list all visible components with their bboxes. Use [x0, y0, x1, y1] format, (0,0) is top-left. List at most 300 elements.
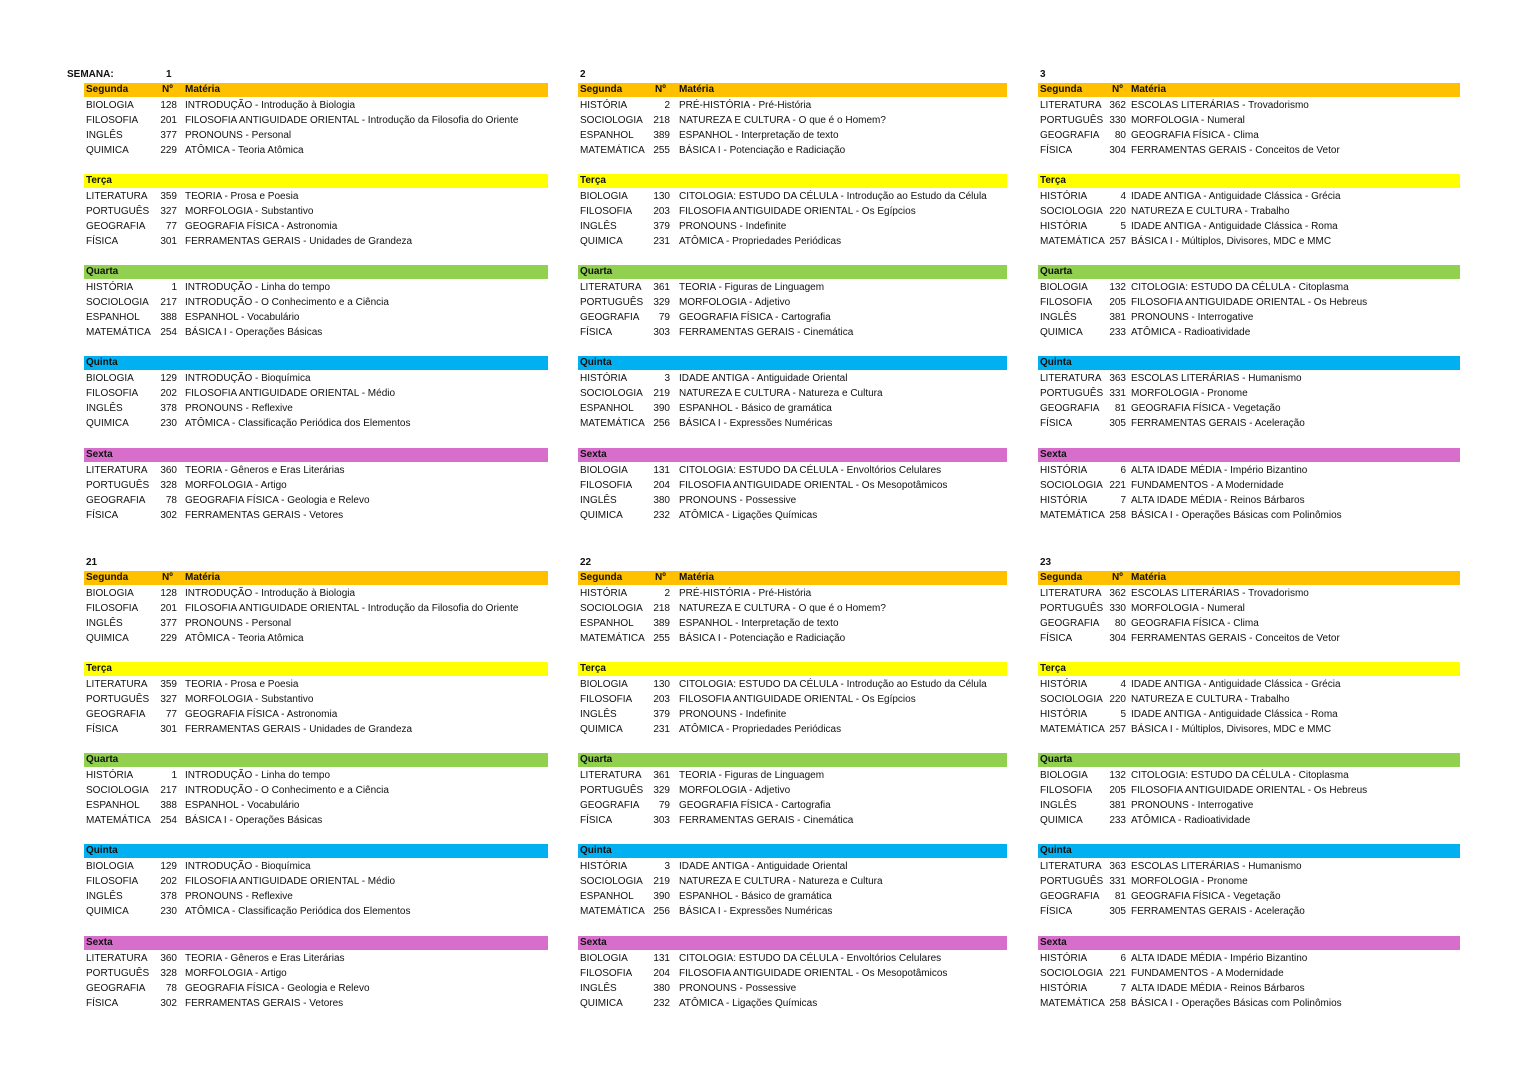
materia-cell: ALTA IDADE MÉDIA - Império Bizantino [1131, 952, 1308, 964]
lesson-number-cell: 231 [653, 724, 670, 736]
materia-cell: MORFOLOGIA - Adjetivo [679, 296, 791, 308]
column-header-materia: Matéria [185, 84, 221, 95]
day-header-sexta [1038, 448, 1460, 462]
day-header-quarta [84, 265, 548, 279]
lesson-row [1038, 295, 1460, 310]
day-header-terca [578, 174, 1007, 188]
day-name: Quarta [86, 266, 119, 277]
subject-cell: QUIMICA [1040, 815, 1083, 827]
materia-cell: MORFOLOGIA - Artigo [185, 967, 287, 979]
lesson-row [84, 859, 548, 874]
column-header-materia: Matéria [679, 84, 715, 95]
day-header-terca [1038, 662, 1460, 676]
lesson-number-cell: 219 [653, 387, 670, 399]
week-number: 2 [580, 69, 586, 80]
lesson-row [84, 692, 548, 707]
day-header-quarta [84, 753, 548, 767]
day-name: Quarta [1040, 754, 1073, 765]
lesson-row [578, 981, 1007, 996]
lesson-row [578, 401, 1007, 416]
subject-cell: FILOSOFIA [580, 205, 633, 217]
materia-cell: ESPANHOL - Vocabulário [185, 800, 300, 812]
lesson-number-cell: 78 [165, 983, 177, 995]
lesson-number-cell: 2 [664, 99, 670, 111]
lesson-number-cell: 204 [653, 967, 670, 979]
day-header-segunda [578, 83, 1007, 97]
materia-cell: INTRODUÇÃO - Bioquímica [185, 860, 311, 872]
column-header-materia: Matéria [185, 572, 221, 583]
lesson-row [1038, 692, 1460, 707]
day-name: Quinta [86, 357, 118, 368]
materia-cell: MORFOLOGIA - Pronome [1131, 387, 1248, 399]
materia-cell: BÁSICA I - Expressões Numéricas [679, 906, 833, 918]
lesson-row [1038, 783, 1460, 798]
subject-cell: PORTUGUÊS [1040, 114, 1104, 126]
subject-cell: FILOSOFIA [86, 387, 139, 399]
materia-cell: PRONOUNS - Reflexive [185, 891, 293, 903]
materia-cell: GEOGRAFIA FÍSICA - Vegetação [1131, 403, 1281, 415]
materia-cell: INTRODUÇÃO - O Conhecimento e a Ciência [185, 296, 389, 308]
lesson-row [84, 813, 548, 828]
subject-cell: INGLÊS [1040, 800, 1077, 812]
materia-cell: IDADE ANTIGA - Antiguidade Clássica - Roma [1131, 221, 1338, 233]
lesson-row [84, 508, 548, 523]
materia-cell: BÁSICA I - Operações Básicas [185, 815, 323, 827]
lesson-number-cell: 360 [160, 952, 177, 964]
week-number: 3 [1040, 69, 1046, 80]
day-name: Quinta [1040, 357, 1072, 368]
lesson-row [1038, 707, 1460, 722]
subject-cell: QUIMICA [580, 998, 623, 1010]
materia-cell: PRONOUNS - Indefinite [679, 709, 787, 721]
subject-cell: SOCIOLOGIA [580, 387, 643, 399]
lesson-row [578, 234, 1007, 249]
materia-cell: PRONOUNS - Possessive [679, 495, 797, 507]
day-name: Quinta [86, 845, 118, 856]
day-name: Sexta [580, 449, 607, 460]
subject-cell: MATEMÁTICA [86, 327, 151, 339]
materia-cell: ATÔMICA - Teoria Atômica [185, 145, 304, 157]
column-header-num: Nº [655, 572, 666, 583]
lesson-number-cell: 257 [1109, 724, 1126, 736]
subject-cell: ESPANHOL [580, 891, 634, 903]
subject-cell: BIOLOGIA [580, 190, 628, 202]
lesson-row [578, 143, 1007, 158]
subject-cell: PORTUGUÊS [86, 479, 150, 491]
subject-cell: SOCIOLOGIA [1040, 205, 1103, 217]
week-number: 23 [1040, 557, 1052, 568]
subject-cell: FÍSICA [86, 236, 119, 248]
lesson-number-cell: 81 [1114, 403, 1126, 415]
subject-cell: HISTÓRIA [580, 99, 628, 111]
materia-cell: FILOSOFIA ANTIGUIDADE ORIENTAL - Os Hebreus [1131, 784, 1368, 796]
subject-cell: HISTÓRIA [1040, 464, 1088, 476]
lesson-number-cell: 362 [1109, 99, 1126, 111]
lesson-row [1038, 677, 1460, 692]
subject-cell: QUIMICA [580, 510, 623, 522]
lesson-number-cell: 329 [653, 296, 670, 308]
subject-cell: HISTÓRIA [1040, 495, 1088, 507]
subject-cell: FÍSICA [1040, 906, 1073, 918]
lesson-row [84, 280, 548, 295]
lesson-row [578, 386, 1007, 401]
day-header-sexta [578, 448, 1007, 462]
lesson-row [84, 143, 548, 158]
lesson-row [84, 295, 548, 310]
subject-cell: SOCIOLOGIA [580, 875, 643, 887]
day-name: Sexta [86, 449, 113, 460]
day-name: Quarta [580, 266, 613, 277]
lesson-row [1038, 889, 1460, 904]
subject-cell: LITERATURA [580, 281, 642, 293]
materia-cell: GEOGRAFIA FÍSICA - Vegetação [1131, 891, 1281, 903]
lesson-row [1038, 128, 1460, 143]
materia-cell: GEOGRAFIA FÍSICA - Clima [1131, 130, 1259, 142]
materia-cell: ESPANHOL - Básico de gramática [679, 403, 832, 415]
subject-cell: BIOLOGIA [86, 372, 134, 384]
subject-cell: FILOSOFIA [86, 114, 139, 126]
lesson-row [578, 310, 1007, 325]
materia-cell: ATÔMICA - Classificação Periódica dos Elementos [185, 906, 411, 918]
subject-cell: INGLÊS [86, 403, 123, 415]
materia-cell: PRONOUNS - Interrogative [1131, 312, 1254, 324]
subject-cell: HISTÓRIA [1040, 952, 1088, 964]
lesson-number-cell: 258 [1109, 998, 1126, 1010]
lesson-row [84, 371, 548, 386]
lesson-number-cell: 3 [664, 860, 670, 872]
subject-cell: FILOSOFIA [86, 875, 139, 887]
day-header-segunda [1038, 571, 1460, 585]
lesson-number-cell: 305 [1109, 418, 1126, 430]
subject-cell: SOCIOLOGIA [86, 296, 149, 308]
subject-cell: MATEMÁTICA [580, 906, 645, 918]
materia-cell: IDADE ANTIGA - Antiguidade Oriental [679, 860, 848, 872]
subject-cell: LITERATURA [86, 464, 148, 476]
lesson-number-cell: 381 [1109, 312, 1126, 324]
materia-cell: FILOSOFIA ANTIGUIDADE ORIENTAL - Introdução da Filosofia do Oriente [185, 114, 519, 126]
materia-cell: ATÔMICA - Teoria Atômica [185, 633, 304, 645]
materia-cell: ATÔMICA - Radioatividade [1131, 327, 1251, 339]
subject-cell: GEOGRAFIA [1040, 618, 1100, 630]
materia-cell: INTRODUÇÃO - Bioquímica [185, 372, 311, 384]
subject-cell: FÍSICA [1040, 418, 1073, 430]
day-name: Sexta [1040, 449, 1067, 460]
subject-cell: ESPANHOL [580, 403, 634, 415]
column-header-num: Nº [162, 572, 173, 583]
lesson-row [578, 204, 1007, 219]
lesson-row [578, 707, 1007, 722]
materia-cell: MORFOLOGIA - Artigo [185, 479, 287, 491]
lesson-row [84, 601, 548, 616]
subject-cell: HISTÓRIA [580, 372, 628, 384]
lesson-number-cell: 362 [1109, 587, 1126, 599]
lesson-number-cell: 128 [160, 587, 177, 599]
subject-cell: BIOLOGIA [580, 952, 628, 964]
lesson-number-cell: 303 [653, 815, 670, 827]
materia-cell: ATÔMICA - Classificação Periódica dos Elementos [185, 418, 411, 430]
lesson-number-cell: 327 [160, 205, 177, 217]
materia-cell: BÁSICA I - Operações Básicas [185, 327, 323, 339]
lesson-number-cell: 302 [160, 510, 177, 522]
lesson-number-cell: 202 [160, 387, 177, 399]
lesson-row [578, 493, 1007, 508]
day-name: Segunda [1040, 84, 1083, 95]
day-header-terca [84, 662, 548, 676]
materia-cell: GEOGRAFIA FÍSICA - Geologia e Relevo [185, 983, 370, 995]
lesson-row [578, 586, 1007, 601]
lesson-number-cell: 328 [160, 479, 177, 491]
lesson-row [578, 889, 1007, 904]
lesson-number-cell: 80 [1114, 130, 1126, 142]
subject-cell: BIOLOGIA [86, 860, 134, 872]
lesson-number-cell: 4 [1120, 678, 1126, 690]
lesson-row [84, 768, 548, 783]
lesson-number-cell: 379 [653, 221, 670, 233]
subject-cell: INGLÊS [580, 709, 617, 721]
lesson-row [84, 234, 548, 249]
lesson-row [1038, 143, 1460, 158]
lesson-row [1038, 310, 1460, 325]
lesson-row [84, 478, 548, 493]
lesson-number-cell: 377 [160, 618, 177, 630]
day-name: Sexta [580, 937, 607, 948]
subject-cell: ESPANHOL [86, 800, 140, 812]
lesson-row [1038, 586, 1460, 601]
lesson-row [84, 707, 548, 722]
lesson-number-cell: 379 [653, 709, 670, 721]
lesson-row [84, 325, 548, 340]
lesson-row [1038, 386, 1460, 401]
materia-cell: FERRAMENTAS GERAIS - Vetores [185, 510, 344, 522]
materia-cell: ATÔMICA - Propriedades Periódicas [679, 724, 842, 736]
subject-cell: LITERATURA [1040, 99, 1102, 111]
materia-cell: TEORIA - Figuras de Linguagem [679, 281, 825, 293]
materia-cell: IDADE ANTIGA - Antiguidade Clássica - Grécia [1131, 190, 1341, 202]
subject-cell: QUIMICA [580, 236, 623, 248]
day-header-quarta [578, 753, 1007, 767]
lesson-number-cell: 81 [1114, 891, 1126, 903]
lesson-row [84, 631, 548, 646]
materia-cell: GEOGRAFIA FÍSICA - Geologia e Relevo [185, 495, 370, 507]
materia-cell: BÁSICA I - Operações Básicas com Polinômios [1131, 998, 1342, 1010]
materia-cell: FUNDAMENTOS - A Modernidade [1131, 967, 1284, 979]
materia-cell: BÁSICA I - Múltiplos, Divisores, MDC e MMC [1131, 724, 1332, 736]
materia-cell: BÁSICA I - Múltiplos, Divisores, MDC e MMC [1131, 236, 1332, 248]
lesson-number-cell: 388 [160, 312, 177, 324]
subject-cell: MATEMÁTICA [1040, 510, 1105, 522]
subject-cell: GEOGRAFIA [580, 312, 640, 324]
subject-cell: INGLÊS [1040, 312, 1077, 324]
materia-cell: MORFOLOGIA - Substantivo [185, 693, 314, 705]
subject-cell: SOCIOLOGIA [580, 602, 643, 614]
lesson-row [578, 859, 1007, 874]
lesson-number-cell: 230 [160, 906, 177, 918]
lesson-number-cell: 130 [653, 678, 670, 690]
lesson-row [578, 631, 1007, 646]
materia-cell: ALTA IDADE MÉDIA - Império Bizantino [1131, 464, 1308, 476]
lesson-number-cell: 202 [160, 875, 177, 887]
materia-cell: IDADE ANTIGA - Antiguidade Clássica - Grécia [1131, 678, 1341, 690]
subject-cell: MATEMÁTICA [86, 815, 151, 827]
subject-cell: INGLÊS [86, 130, 123, 142]
lesson-row [84, 798, 548, 813]
subject-cell: BIOLOGIA [86, 587, 134, 599]
lesson-row [84, 113, 548, 128]
lesson-number-cell: 232 [653, 998, 670, 1010]
subject-cell: SOCIOLOGIA [1040, 967, 1103, 979]
lesson-row [578, 219, 1007, 234]
materia-cell: MORFOLOGIA - Numeral [1131, 114, 1245, 126]
lesson-row [1038, 966, 1460, 981]
materia-cell: NATUREZA E CULTURA - O que é o Homem? [679, 602, 886, 614]
lesson-number-cell: 1 [171, 281, 177, 293]
lesson-row [84, 98, 548, 113]
materia-cell: FERRAMENTAS GERAIS - Cinemática [679, 815, 854, 827]
materia-cell: PRONOUNS - Possessive [679, 983, 797, 995]
column-header-materia: Matéria [1131, 84, 1167, 95]
subject-cell: FÍSICA [1040, 633, 1073, 645]
lesson-number-cell: 231 [653, 236, 670, 248]
subject-cell: FILOSOFIA [580, 967, 633, 979]
materia-cell: FILOSOFIA ANTIGUIDADE ORIENTAL - Os Hebreus [1131, 296, 1368, 308]
lesson-number-cell: 3 [664, 372, 670, 384]
lesson-number-cell: 205 [1109, 784, 1126, 796]
lesson-number-cell: 361 [653, 281, 670, 293]
day-name: Quinta [580, 357, 612, 368]
materia-cell: ESCOLAS LITERÁRIAS - Trovadorismo [1131, 99, 1309, 111]
materia-cell: FERRAMENTAS GERAIS - Unidades de Grandeza [185, 724, 413, 736]
lesson-row [84, 219, 548, 234]
lesson-number-cell: 78 [165, 495, 177, 507]
lesson-row [1038, 722, 1460, 737]
lesson-row [84, 951, 548, 966]
day-header-quinta [578, 844, 1007, 858]
lesson-row [84, 416, 548, 431]
lesson-row [84, 616, 548, 631]
lesson-number-cell: 205 [1109, 296, 1126, 308]
lesson-number-cell: 2 [664, 587, 670, 599]
lesson-number-cell: 1 [171, 769, 177, 781]
lesson-row [578, 874, 1007, 889]
day-name: Quarta [86, 754, 119, 765]
lesson-row [578, 996, 1007, 1011]
lesson-number-cell: 201 [160, 114, 177, 126]
lesson-row [84, 310, 548, 325]
subject-cell: FILOSOFIA [86, 602, 139, 614]
materia-cell: GEOGRAFIA FÍSICA - Cartografia [679, 800, 831, 812]
lesson-number-cell: 203 [653, 693, 670, 705]
lesson-row [578, 692, 1007, 707]
lesson-number-cell: 204 [653, 479, 670, 491]
lesson-number-cell: 330 [1109, 602, 1126, 614]
lesson-row [1038, 493, 1460, 508]
lesson-number-cell: 257 [1109, 236, 1126, 248]
materia-cell: CITOLOGIA: ESTUDO DA CÉLULA - Citoplasma [1131, 281, 1349, 293]
subject-cell: BIOLOGIA [580, 678, 628, 690]
materia-cell: PRÉ-HISTÓRIA - Pré-História [679, 99, 812, 111]
materia-cell: GEOGRAFIA FÍSICA - Astronomia [185, 221, 338, 233]
lesson-row [1038, 904, 1460, 919]
lesson-row [1038, 189, 1460, 204]
subject-cell: GEOGRAFIA [1040, 891, 1100, 903]
column-header-num: Nº [162, 84, 173, 95]
day-header-sexta [84, 448, 548, 462]
lesson-row [578, 416, 1007, 431]
lesson-number-cell: 229 [160, 145, 177, 157]
materia-cell: BÁSICA I - Potenciação e Radiciação [679, 145, 846, 157]
lesson-number-cell: 79 [658, 312, 670, 324]
materia-cell: FILOSOFIA ANTIGUIDADE ORIENTAL - Introdução da Filosofia do Oriente [185, 602, 519, 614]
lesson-number-cell: 233 [1109, 327, 1126, 339]
subject-cell: MATEMÁTICA [580, 418, 645, 430]
lesson-number-cell: 79 [658, 800, 670, 812]
materia-cell: PRONOUNS - Indefinite [679, 221, 787, 233]
lesson-number-cell: 219 [653, 875, 670, 887]
lesson-row [84, 889, 548, 904]
lesson-row [578, 98, 1007, 113]
lesson-number-cell: 381 [1109, 800, 1126, 812]
lesson-row [84, 204, 548, 219]
lesson-row [578, 813, 1007, 828]
lesson-row [578, 128, 1007, 143]
materia-cell: FILOSOFIA ANTIGUIDADE ORIENTAL - Os Egípcios [679, 205, 916, 217]
subject-cell: HISTÓRIA [580, 860, 628, 872]
lesson-row [84, 677, 548, 692]
lesson-number-cell: 255 [653, 145, 670, 157]
lesson-row [1038, 401, 1460, 416]
lesson-number-cell: 389 [653, 618, 670, 630]
lesson-number-cell: 230 [160, 418, 177, 430]
subject-cell: PORTUGUÊS [1040, 387, 1104, 399]
materia-cell: BÁSICA I - Operações Básicas com Polinômios [1131, 510, 1342, 522]
day-header-quinta [1038, 844, 1460, 858]
subject-cell: FÍSICA [580, 815, 613, 827]
week-number: 1 [166, 69, 172, 80]
materia-cell: GEOGRAFIA FÍSICA - Astronomia [185, 709, 338, 721]
subject-cell: PORTUGUÊS [86, 693, 150, 705]
lesson-row [1038, 859, 1460, 874]
column-header-num: Nº [1112, 572, 1123, 583]
subject-cell: PORTUGUÊS [1040, 875, 1104, 887]
materia-cell: PRONOUNS - Interrogative [1131, 800, 1254, 812]
lesson-number-cell: 302 [160, 998, 177, 1010]
day-name: Terça [1040, 175, 1066, 186]
lesson-row [578, 966, 1007, 981]
lesson-row [578, 280, 1007, 295]
lesson-row [578, 371, 1007, 386]
subject-cell: PORTUGUÊS [86, 205, 150, 217]
lesson-number-cell: 221 [1109, 479, 1126, 491]
lesson-row [578, 677, 1007, 692]
lesson-number-cell: 328 [160, 967, 177, 979]
subject-cell: MATEMÁTICA [1040, 724, 1105, 736]
subject-cell: BIOLOGIA [580, 464, 628, 476]
lesson-row [578, 508, 1007, 523]
day-name: Sexta [1040, 937, 1067, 948]
subject-cell: FILOSOFIA [580, 479, 633, 491]
materia-cell: MORFOLOGIA - Pronome [1131, 875, 1248, 887]
subject-cell: HISTÓRIA [1040, 983, 1088, 995]
subject-cell: LITERATURA [86, 190, 148, 202]
day-header-quarta [1038, 265, 1460, 279]
lesson-number-cell: 220 [1109, 205, 1126, 217]
week-number: 22 [580, 557, 592, 568]
lesson-number-cell: 4 [1120, 190, 1126, 202]
subject-cell: LITERATURA [1040, 587, 1102, 599]
day-header-terca [578, 662, 1007, 676]
day-name: Terça [86, 175, 112, 186]
materia-cell: BÁSICA I - Expressões Numéricas [679, 418, 833, 430]
